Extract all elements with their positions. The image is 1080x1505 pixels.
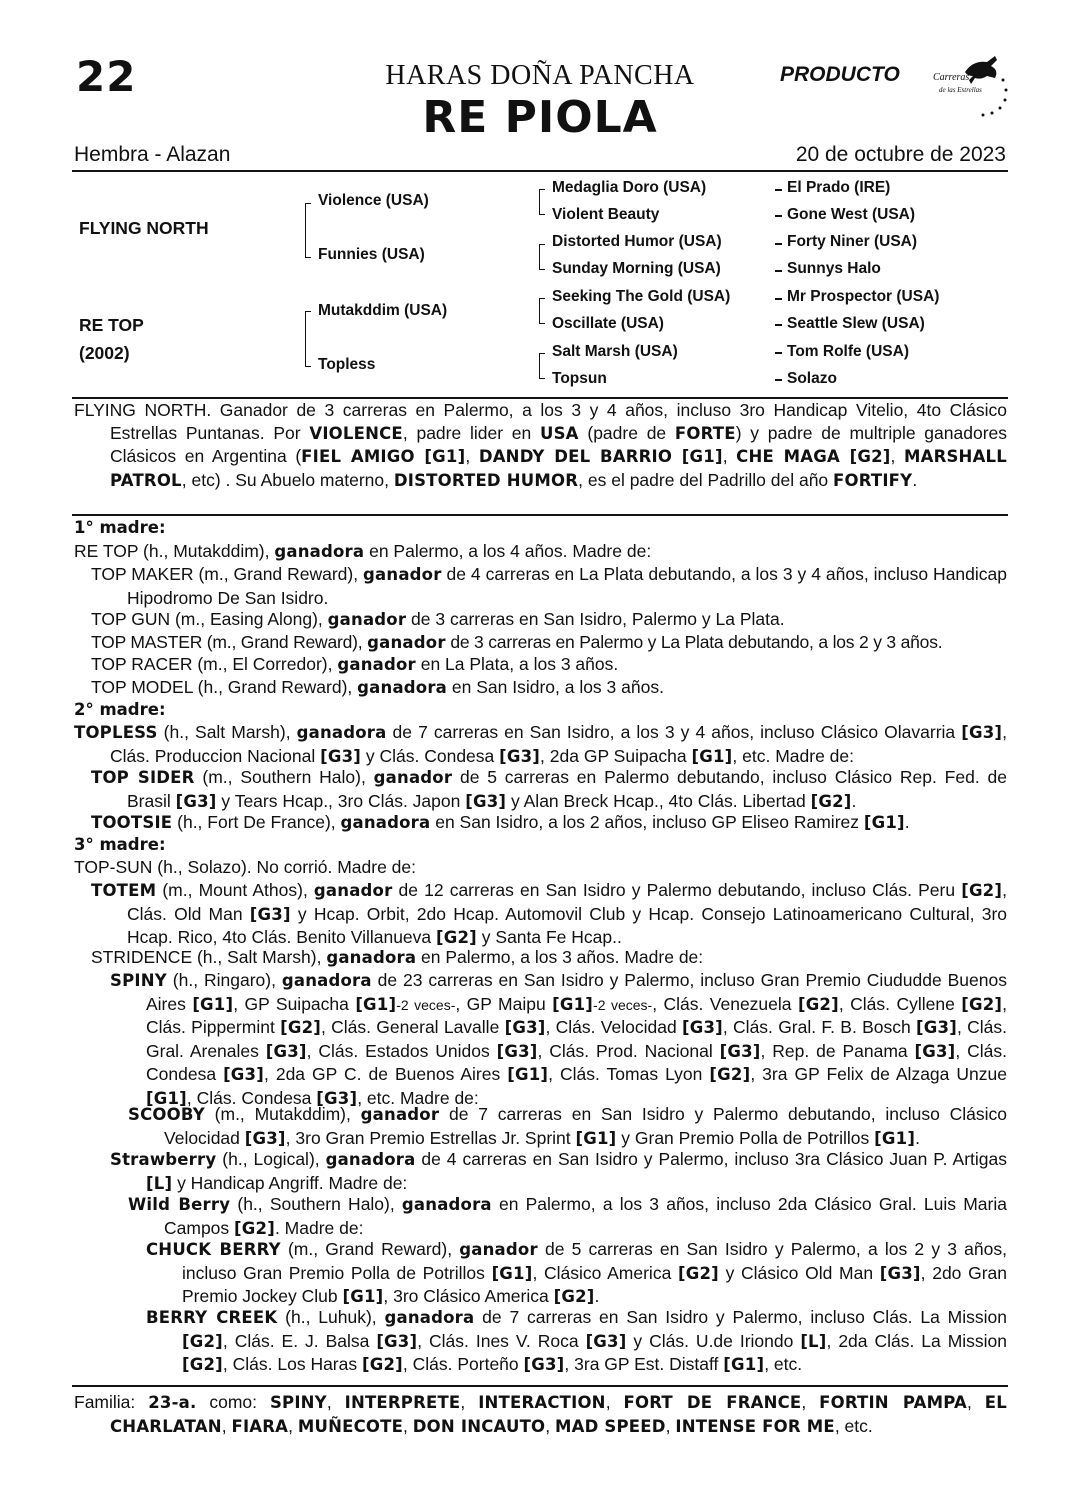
produce-entry: TOP MAKER (m., Grand Reward), ganador de 4 carreras en La Plata debutando, a los 3 y 4 años, incluso Handicap Hipodromo De San Isidro.	[91, 564, 1007, 608]
horse-name: RE PIOLA	[422, 92, 658, 143]
gen2-item: Topless	[318, 356, 376, 373]
bracket	[539, 353, 545, 379]
section-heading: 1° madre:	[74, 518, 166, 537]
gen4-item: Seattle Slew (USA)	[787, 315, 925, 332]
gen3-item: Violent Beauty	[552, 206, 660, 223]
bracket	[539, 189, 545, 215]
produce-entry: TOTEM (m., Mount Athos), ganador de 12 carreras en San Isidro y Palermo debutando, incluso Clás. Peru [G2], Clás. Old Man [G3] y Hcap. Orbit, 2do Hcap. Automovil Club y Hcap. Consejo Latinoamericano Cultural, 3ro Hcap. Rico, 4to Clás. Benito Villanueva [G2] y Santa Fe Hcap..	[91, 880, 1008, 947]
section-heading: 3° madre:	[74, 835, 166, 854]
produce-entry: Strawberry (h., Logical), ganadora de 4 carreras en San Isidro y Palermo, incluso 3ra Clásico Juan P. Artigas [L] y Handicap Angriff. Madre de:	[110, 1149, 1007, 1193]
star-icon	[999, 107, 1002, 110]
star-icon	[982, 114, 985, 117]
produce-entry: SPINY (h., Ringaro), ganadora de 23 carreras en San Isidro y Palermo, incluso Gran Premio Ciududde Buenos Aires [G1], GP Suipacha [G1]-2 veces-, GP Maipu [G1]-2 veces-, Clás. Venezuela [G2], Clás. Cyllene [G2], Clás. Pippermint [G2], Clás. General Lavalle [G3], Clás. Velocidad [G3], Clás. Gral. F. B. Bosch [G3], Clás. Gral. Arenales [G3], Clás. Estados Unidos [G3], Clás. Prod. Nacional [G3], Rep. de Panama [G3], Clás. Condesa [G3], 2da GP C. de Buenos Aires [G1], Clás. Tomas Lyon [G2], 3ra GP Felix de Alzaga Unzue [G1], Clás. Condesa [G3], etc. Madre de:	[110, 970, 1008, 1108]
produce-entry: SCOOBY (m., Mutakddim), ganador de 7 carreras en San Isidro y Palermo debutando, incluso Clásico Velocidad [G3], 3ro Gran Premio Estrellas Jr. Sprint [G1] y Gran Premio Polla de Potrillos [G1].	[128, 1104, 1007, 1148]
produce-entry: TOP RACER (m., El Corredor), ganador en La Plata, a los 3 años.	[91, 654, 619, 674]
gen4-item: Tom Rolfe (USA)	[787, 343, 909, 360]
divider	[72, 170, 1008, 172]
produce-entry: Wild Berry (h., Southern Halo), ganadora en Palermo, a los 3 años, incluso 2da Clásico Gral. Luis Maria Campos [G2]. Madre de:	[128, 1194, 1007, 1238]
gen2-item: Violence (USA)	[318, 192, 429, 209]
carreras-estrellas-logo	[925, 50, 1015, 120]
dash	[775, 243, 782, 245]
star-icon	[1005, 89, 1008, 92]
breeder-name: HARAS DOÑA PANCHA	[385, 60, 695, 91]
bracket	[539, 244, 545, 270]
produce-entry: TOOTSIE (h., Fort De France), ganadora en San Isidro, a los 2 años, incluso GP Eliseo Ramirez [G1].	[91, 812, 910, 832]
dash	[775, 189, 782, 191]
star-icon	[1004, 99, 1007, 102]
gen2-item: Mutakddim (USA)	[318, 302, 448, 319]
gen3-item: Oscillate (USA)	[552, 315, 664, 332]
produce-entry: TOP SIDER (m., Southern Halo), ganador de 5 carreras en Palermo debutando, incluso Clásico Rep. Fed. de Brasil [G3] y Tears Hcap., 3ro Clás. Japon [G3] y Alan Breck Hcap., 4to Clás. Libertad [G2].	[91, 767, 1007, 811]
sex-color: Hembra - Alazan	[74, 143, 231, 166]
gen3-item: Sunday Morning (USA)	[552, 260, 721, 277]
gen3-item: Salt Marsh (USA)	[552, 343, 678, 360]
produce-entry: TOP MODEL (h., Grand Reward), ganadora en San Isidro, a los 3 años.	[91, 677, 664, 697]
divider	[72, 1385, 1008, 1387]
sire-description: FLYING NORTH. Ganador de 3 carreras en Palermo, a los 3 y 4 años, incluso 3ro Handicap Vitelio, 4to Clásico Estrellas Puntanas. Por VIOLENCE, padre lider en USA (padre de FORTE) y padre de multriple ganadores Clásicos en Argentina (FIEL AMIGO [G1], DANDY DEL BARRIO [G1], CHE MAGA [G2], MARSHALL PATROL, etc) . Su Abuelo materno, DISTORTED HUMOR, es el padre del Padrillo del año FORTIFY.	[74, 400, 1008, 490]
dam-entry: TOPLESS (h., Salt Marsh), ganadora de 7 carreras en San Isidro, a los 3 y 4 años, incluso Clásico Olavarria [G3], Clás. Produccion Nacional [G3] y Clás. Condesa [G3], 2da GP Suipacha [G1], etc. Madre de:	[74, 722, 1007, 766]
gen2-item: Funnies (USA)	[318, 246, 425, 263]
gen4-item: Forty Niner (USA)	[787, 233, 918, 250]
gen3-item: Topsun	[552, 370, 607, 387]
horse-icon	[965, 56, 997, 84]
gen3-item: Distorted Humor (USA)	[552, 233, 722, 250]
birth-date: 20 de octubre de 2023	[795, 143, 1006, 166]
dash	[775, 324, 782, 326]
family-line: Familia: 23-a. como: SPINY, INTERPRETE, INTERACTION, FORT DE FRANCE, FORTIN PAMPA, EL CHARLATAN, FIARA, MUÑECOTE, DON INCAUTO, MAD SPEED, INTENSE FOR ME, etc.	[74, 1392, 1007, 1436]
dam-year: (2002)	[79, 343, 130, 363]
gen3-item: Medaglia Doro (USA)	[552, 179, 707, 196]
section-heading: 2° madre:	[74, 700, 166, 719]
logo-text-2: de las Estrellas	[939, 86, 982, 94]
dash	[775, 215, 782, 217]
produce-entry: CHUCK BERRY (m., Grand Reward), ganador de 5 carreras en San Isidro y Palermo, a los 2 y 3 años, incluso Gran Premio Polla de Potrillos [G1], Clásico America [G2] y Clásico Old Man [G3], 2do Gran Premio Jockey Club [G1], 3ro Clásico America [G2].	[146, 1239, 1007, 1306]
gen3-item: Seeking The Gold (USA)	[552, 288, 731, 305]
dash	[775, 298, 782, 300]
bracket	[305, 203, 311, 258]
product-label: PRODUCTO	[780, 63, 900, 86]
bracket	[539, 298, 545, 324]
dash	[775, 352, 782, 354]
star-icon	[1002, 79, 1005, 82]
produce-entry: TOP GUN (m., Easing Along), ganador de 3 carreras en San Isidro, Palermo y La Plata.	[91, 609, 785, 629]
gen4-item: Mr Prospector (USA)	[787, 288, 940, 305]
gen4-item: Gone West (USA)	[787, 206, 916, 223]
divider	[72, 514, 1008, 516]
dam-entry: TOP-SUN (h., Solazo). No corrió. Madre de:	[74, 857, 417, 877]
gen4-item: El Prado (IRE)	[787, 179, 891, 196]
produce-entry: TOP MASTER (m., Grand Reward), ganador de 3 carreras en Palermo y La Plata debutando, a los 2 y 3 años.	[91, 632, 943, 652]
dash	[775, 270, 782, 272]
produce-entry: BERRY CREEK (h., Luhuk), ganadora de 7 carreras en San Isidro y Palermo, incluso Clás. La Mission [G2], Clás. E. J. Balsa [G3], Clás. Ines V. Roca [G3] y Clás. U.de Iriondo [L], 2da Clás. La Mission [G2], Clás. Los Haras [G2], Clás. Porteño [G3], 3ra GP Est. Distaff [G1], etc.	[146, 1307, 1008, 1374]
dam: RE TOP	[79, 315, 144, 335]
gen4-item: Sunnys Halo	[787, 260, 881, 277]
produce-entry: STRIDENCE (h., Salt Marsh), ganadora en Palermo, a los 3 años. Madre de:	[91, 947, 704, 967]
gen4-item: Solazo	[787, 370, 837, 387]
sire: FLYING NORTH	[79, 218, 209, 238]
logo-text-1: Carreras	[933, 72, 970, 83]
dam-entry: RE TOP (h., Mutakddim), ganadora en Palermo, a los 4 años. Madre de:	[74, 541, 652, 561]
bracket	[305, 311, 311, 367]
dash	[775, 379, 782, 381]
lot-number: 22	[76, 52, 137, 101]
star-icon	[991, 112, 994, 115]
